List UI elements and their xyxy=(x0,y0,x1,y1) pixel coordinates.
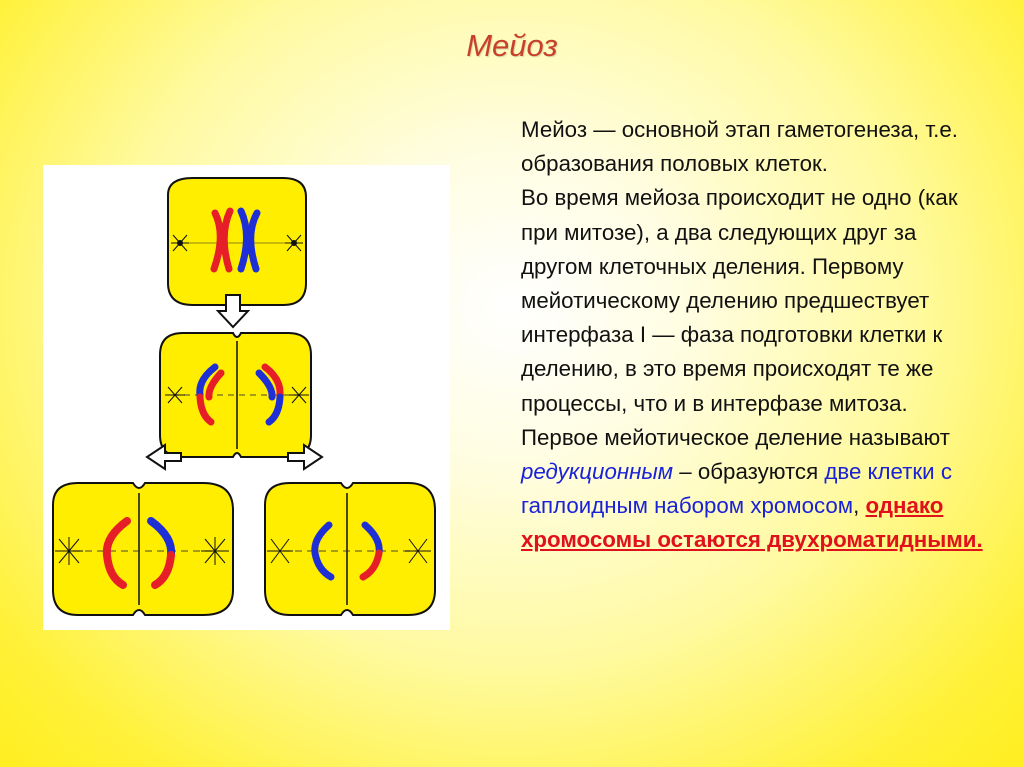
text-part: – образуются xyxy=(673,459,825,485)
daughter-cell-right xyxy=(265,483,435,615)
slide-text xyxy=(521,113,991,558)
text-part: , xyxy=(853,493,866,519)
dividing-cell xyxy=(160,333,311,457)
highlight-haploid-cells: две клетки с гаплоидным набором хромосом xyxy=(521,459,952,519)
daughter-cell-left xyxy=(53,483,233,615)
text-part: Первое мейотическое деление называют xyxy=(521,424,950,450)
slide-title: Мейоз xyxy=(466,28,558,63)
term-reductional: редукционным xyxy=(521,459,674,485)
paragraph-definition: Мейоз — основной этап гаметогенеза, т.е. образования половых клеток. xyxy=(521,117,958,177)
parent-cell xyxy=(168,178,306,305)
paragraph-reduction xyxy=(521,421,991,558)
meiosis-illustration xyxy=(43,165,450,630)
paragraph-divisions: Во время мейоза происходит не одно (как при митозе), а два следующих друг за другом клеточных деления. Первому мейотическому делению предшествует интерфаза I — фаза подготовки клетки к делению, в это время происходят те же процессы, что и в интерфазе митоза. xyxy=(521,185,958,416)
meiosis-diagram xyxy=(43,165,450,630)
highlight-dichromatid: однако хромосомы остаются двухроматидными. xyxy=(521,493,983,553)
